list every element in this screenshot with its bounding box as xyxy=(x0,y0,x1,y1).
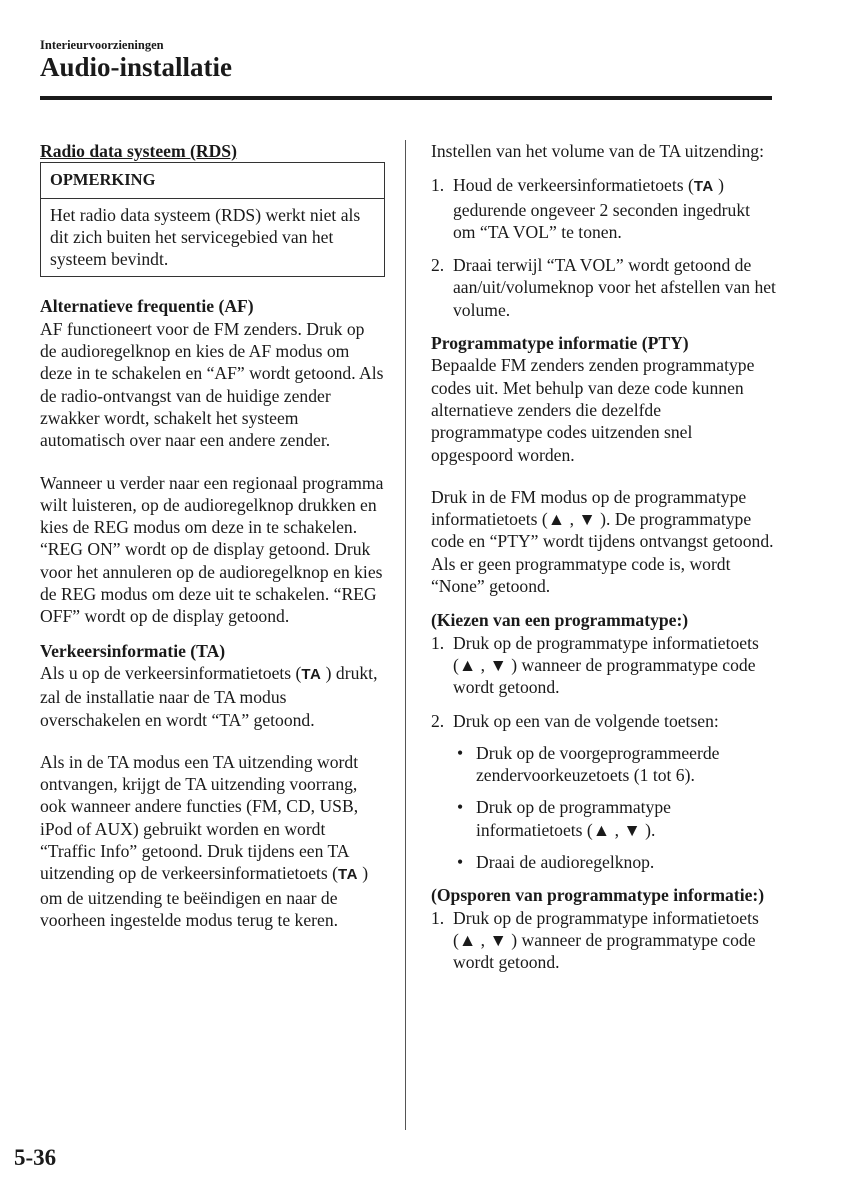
step-number: 2. xyxy=(431,255,445,276)
page-number: 5-36 xyxy=(14,1145,57,1170)
step-number: 1. xyxy=(431,907,445,928)
bullet-icon: • xyxy=(457,797,464,818)
search-steps xyxy=(431,907,776,974)
note-text: Het radio data systeem (RDS) werkt niet als dit zich buiten het servicegebied van het systeem bevindt. xyxy=(50,204,361,270)
ta-paragraph-2 xyxy=(40,751,385,931)
pty-paragraph-2: Druk in de FM modus op de programmatype informatietoets (▲ , ▼ ). De programmatype code en “PTY” wordt tijdens ontvangst getoond. Als er geen programmatype code is, wordt “None” getoond. xyxy=(431,486,774,597)
step-number: 2. xyxy=(431,710,445,731)
pty-paragraph-1: Bepaalde FM zenders zenden programmatype codes uit. Met behulp van deze code kunnen alternatieve zenders die dezelfde programmatype codes uitzenden snel opgespoord worden. xyxy=(431,355,755,465)
ta-p1-text-before: Als u op de verkeersinformatietoets ( xyxy=(40,662,302,683)
choose-steps xyxy=(431,632,776,874)
choose-heading: (Kiezen van een programmatype:) xyxy=(431,610,689,631)
rds-heading: Radio data systeem (RDS) xyxy=(40,141,237,161)
list-item xyxy=(431,710,776,874)
ta-heading: Verkeersinformatie (TA) xyxy=(40,640,226,661)
pty-heading: Programmatype informatie (PTY) xyxy=(431,333,689,354)
step-number: 1. xyxy=(431,175,445,196)
ta-paragraph-1 xyxy=(40,662,385,731)
title-rule xyxy=(40,96,772,100)
left-column xyxy=(40,140,385,931)
bullet-icon: • xyxy=(457,742,464,763)
bullet-text: Druk op de programmatype informatietoets (▲ , ▼ ). xyxy=(476,797,671,840)
list-item xyxy=(431,632,776,699)
volume-steps xyxy=(431,174,776,321)
step-number: 1. xyxy=(431,632,445,653)
list-item xyxy=(431,907,776,974)
page-title: Audio-installatie xyxy=(40,52,233,82)
ta-button-icon: TA xyxy=(301,665,322,683)
bullet-text: Draai de audioregelknop. xyxy=(476,852,655,873)
column-divider xyxy=(405,140,406,1130)
step-text-after: ) gedurende ongeveer 2 seconden ingedrukt om “TA VOL” te tonen. xyxy=(453,175,751,242)
step-text-before: Houd de verkeersinformatietoets ( xyxy=(453,175,694,196)
choose-bullets xyxy=(453,732,776,873)
ta-p2-text-after: ) om de uitzending te beëindigen en naar de voorheen ingestelde modus terug te keren. xyxy=(40,863,369,930)
list-item xyxy=(453,851,776,873)
list-item xyxy=(453,796,776,841)
list-item xyxy=(453,742,776,787)
af-heading: Alternatieve frequentie (AF) xyxy=(40,296,254,317)
step-text: Druk op de programmatype informatietoets (▲ , ▼ ) wanneer de programmatype code wordt getoond. xyxy=(453,907,759,973)
af-paragraph-2: Wanneer u verder naar een regionaal programma wilt luisteren, op de audioregelknop drukken en kies de REG modus om deze in te schakelen. “REG ON” wordt op de display getoond. Druk voor het annuleren op de audioregelknop en kies de REG modus om deze uit te schakelen. “REG OFF” wordt op de display getoond. xyxy=(40,472,384,627)
right-column xyxy=(431,140,776,985)
list-item xyxy=(431,254,776,321)
section-label: Interieurvoorzieningen xyxy=(40,38,164,52)
search-heading: (Opsporen van programmatype informatie:) xyxy=(431,885,765,906)
ta-p2-text-before: Als in de TA modus een TA uitzending wordt ontvangen, krijgt de TA uitzending voorrang, ook wanneer andere functies (FM, CD, USB, iPod of AUX) gebruikt worden en wordt “Traffic Info” getoond. Druk tijdens een TA uitzending op de verkeersinformatietoets ( xyxy=(40,751,359,884)
ta-button-icon: TA xyxy=(693,178,714,196)
ta-button-icon: TA xyxy=(338,866,358,884)
note-title: OPMERKING xyxy=(41,163,384,198)
step-text xyxy=(453,174,776,243)
step-text: Draai terwijl “TA VOL” wordt getoond de aan/uit/volumeknop voor het afstellen van het volume. xyxy=(453,255,776,320)
step-text: Druk op een van de volgende toetsen: xyxy=(453,710,719,731)
bullet-icon: • xyxy=(457,852,464,873)
step-text: Druk op de programmatype informatietoets (▲ , ▼ ) wanneer de programmatype code wordt getoond. xyxy=(453,632,759,698)
list-item xyxy=(431,174,776,243)
bullet-text: Druk op de voorgeprogrammeerde zendervoorkeuzetoets (1 tot 6). xyxy=(476,742,720,786)
af-paragraph-1: AF functioneert voor de FM zenders. Druk op de audioregelknop en kies de AF modus om deze in te schakelen en “AF” wordt getoond. Als de radio-ontvangst van de huidige zender zwakker wordt, schakelt het systeem automatisch over naar een andere zender. xyxy=(40,318,384,451)
ta-p1-text-after: ) drukt, zal de installatie naar de TA modus overschakelen en wordt “TA” getoond. xyxy=(40,662,378,730)
volume-intro: Instellen van het volume van de TA uitzending: xyxy=(431,141,764,161)
note-box xyxy=(40,162,385,277)
